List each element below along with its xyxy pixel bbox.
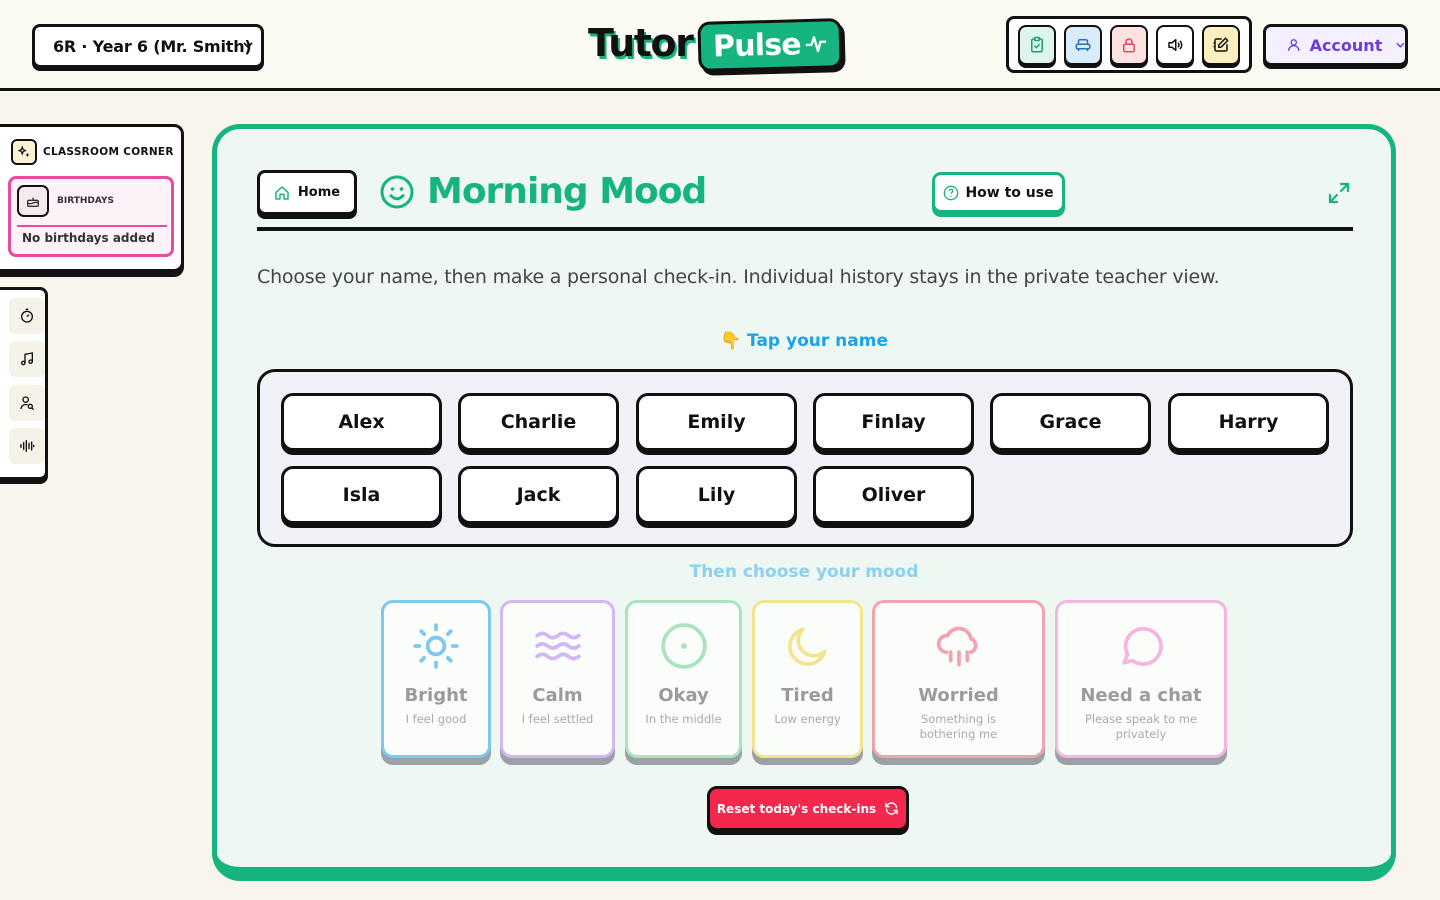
audio-wave-icon [19,438,35,454]
expand-icon[interactable] [1327,181,1351,205]
cake-icon [17,185,49,217]
tool-group [1006,16,1252,73]
notebook-edit-icon [1212,36,1230,54]
how-to-use-label: How to use [965,184,1054,201]
refresh-icon [884,801,899,816]
chevron-down-icon [1396,40,1405,50]
mood-name: Need a chat [1080,685,1202,706]
title-divider [257,227,1353,231]
student-name-button[interactable]: Alex [281,393,442,451]
logo-word-tutor: Tutor [588,21,693,65]
page-title: Morning Mood [427,171,707,212]
logo-badge-pulse [698,18,843,72]
mood-tired-card[interactable] [752,600,863,758]
mood-name: Okay [658,685,709,706]
mood-name: Calm [532,685,583,706]
moon-icon [783,621,833,671]
sparkles-icon [11,139,37,165]
clipboard-check-button[interactable] [1018,25,1056,65]
mood-worried-card[interactable] [872,600,1045,758]
timer-icon [19,308,35,324]
birthdays-header [17,185,114,217]
how-to-use-button[interactable] [932,172,1065,213]
reset-label: Reset today's check-ins [716,801,877,816]
student-name-button[interactable]: Oliver [813,466,974,524]
mood-calm-card[interactable] [500,600,615,758]
chevron-down-icon [243,40,253,50]
mood-name: Bright [404,685,468,706]
logo [588,17,842,73]
mood-name: Worried [918,685,999,706]
smile-icon [379,174,415,210]
mood-okay-card[interactable] [625,600,742,758]
mood-bright-card[interactable] [381,600,491,758]
student-name-button[interactable]: Jack [458,466,619,524]
classroom-corner-title: CLASSROOM CORNER [43,146,174,158]
intro-text: Choose your name, then make a personal check-in. Individual history stays in the private teacher view. [257,266,1220,288]
birthdays-panel[interactable] [8,176,174,257]
noise-meter-button[interactable] [9,428,45,464]
pulse-icon [805,33,828,56]
home-icon [274,185,290,201]
class-select-value: 6R · Year 6 (Mr. Smith) [53,36,252,56]
mood-need-a-chat-card[interactable] [1055,600,1227,758]
classroom-corner-header [11,139,174,165]
sound-button[interactable] [1156,25,1194,65]
user-search-icon [19,395,35,411]
account-button[interactable] [1263,24,1408,66]
choose-mood-label: Then choose your mood [689,562,919,582]
birthdays-divider [17,225,167,227]
mood-description: I feel settled [521,712,594,726]
mood-description: I feel good [405,712,467,726]
student-name-button[interactable]: Isla [281,466,442,524]
circle-dot-icon [659,621,709,671]
student-name-button[interactable]: Emily [636,393,797,451]
speaker-icon [1166,36,1184,54]
notes-button[interactable] [1202,25,1240,65]
class-select[interactable] [32,24,264,68]
mood-description: Please speak to me privately [1084,712,1198,741]
student-picker-button[interactable] [9,385,45,421]
page-title-group [379,171,706,212]
rain-cloud-icon [934,621,984,671]
reset-checkins-button[interactable] [707,786,909,831]
student-name-button[interactable]: Charlie [458,393,619,451]
clipboard-check-icon [1028,36,1046,54]
account-label: Account [1309,35,1383,55]
timer-button[interactable] [9,298,45,334]
waves-icon [533,621,583,671]
home-label: Home [297,185,341,200]
quick-tools-rail [0,287,48,480]
logo-word-pulse: Pulse [712,26,802,64]
morning-mood-card [212,124,1396,881]
classroom-corner [0,124,184,272]
sun-icon [411,621,461,671]
chat-bubble-icon [1116,621,1166,671]
lock-button[interactable] [1110,25,1148,65]
student-name-button[interactable]: Grace [990,393,1151,451]
home-button[interactable] [257,170,357,215]
lock-icon [1120,36,1138,54]
mood-description: Low energy [774,712,841,726]
seating-button[interactable] [1064,25,1102,65]
birthdays-empty-text: No birthdays added [22,231,155,245]
birthdays-label: BIRTHDAYS [57,196,114,206]
help-circle-icon [943,185,959,201]
mood-description: Something is bothering me [919,712,998,741]
mood-description: In the middle [645,712,722,726]
student-names-grid [257,369,1353,547]
music-button[interactable] [9,341,45,377]
music-icon [19,351,35,367]
seat-icon [1074,36,1092,54]
student-name-button[interactable]: Harry [1168,393,1329,451]
user-icon [1286,36,1302,54]
student-name-button[interactable]: Finlay [813,393,974,451]
mood-name: Tired [781,685,834,706]
student-name-button[interactable]: Lily [636,466,797,524]
top-bar [0,0,1440,91]
tap-your-name-label: 👇 Tap your name [719,331,889,351]
